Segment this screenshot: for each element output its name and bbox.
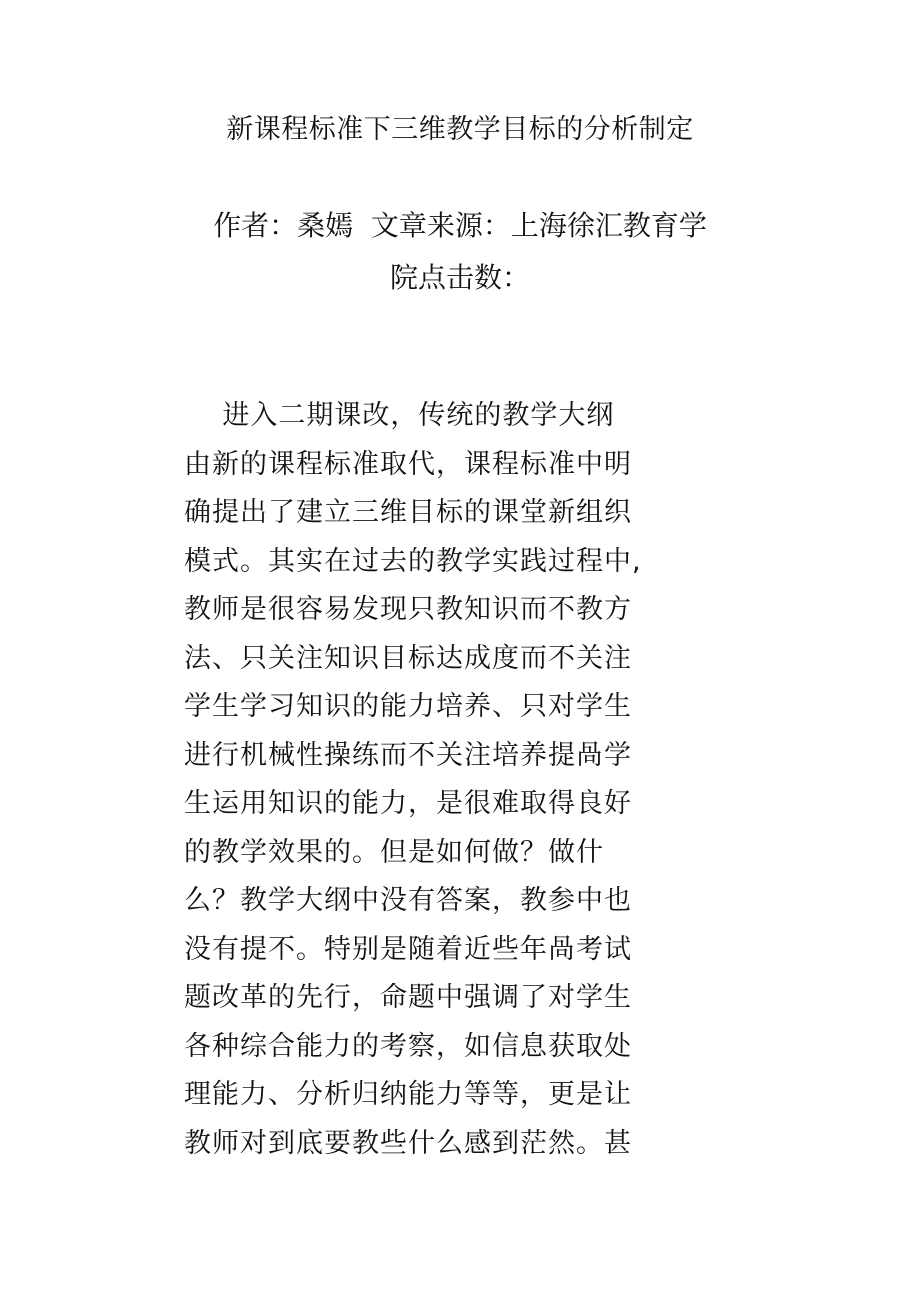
body-line: 生运用知识的能力，是很难取得良好 bbox=[184, 788, 632, 819]
article-body bbox=[184, 392, 684, 1168]
article-meta bbox=[0, 200, 920, 304]
body-line: 题改革的先行，命题中强调了对学生 bbox=[184, 982, 632, 1013]
body-line: 由新的课程标准取代，课程标准中明 bbox=[184, 448, 632, 480]
body-line: 么？教学大纲中没有答案，教参中也 bbox=[184, 885, 632, 916]
body-line: 理能力、分析归纳能力等等，更是让 bbox=[184, 1079, 632, 1110]
body-line: 教师是很容易发现只教知识而不教方 bbox=[184, 594, 632, 625]
meta-line-author-source: 作者：桑嫣 文章来源：上海徐汇教育学 bbox=[213, 209, 707, 242]
body-line: 学生学习知识的能力培养、只对学生 bbox=[184, 691, 632, 722]
body-line: 的教学效果的。但是如何做？做什 bbox=[184, 836, 604, 868]
body-line: 教师对到底要教些什么感到茫然。甚 bbox=[184, 1127, 632, 1159]
body-line: 进行机械性操练而不关注培养提咼学 bbox=[184, 739, 632, 771]
meta-line-click-count: 院点击数： bbox=[389, 261, 530, 294]
body-line: 进入二期课改，传统的教学大纲 bbox=[184, 400, 615, 431]
body-line: 各种综合能力的考察，如信息获取处 bbox=[184, 1030, 632, 1062]
body-line: 模式。其实在过去的教学实践过程中, bbox=[184, 545, 642, 577]
body-line: 没有提不。特别是随着近些年咼考试 bbox=[184, 933, 632, 965]
document-title: 新课程标准下三维教学目标的分析制定 bbox=[226, 114, 694, 145]
body-line: 法、只关注知识目标达成度而不关注 bbox=[184, 642, 632, 674]
body-line: 确提出了建立三维目标的课堂新组织 bbox=[184, 497, 632, 528]
